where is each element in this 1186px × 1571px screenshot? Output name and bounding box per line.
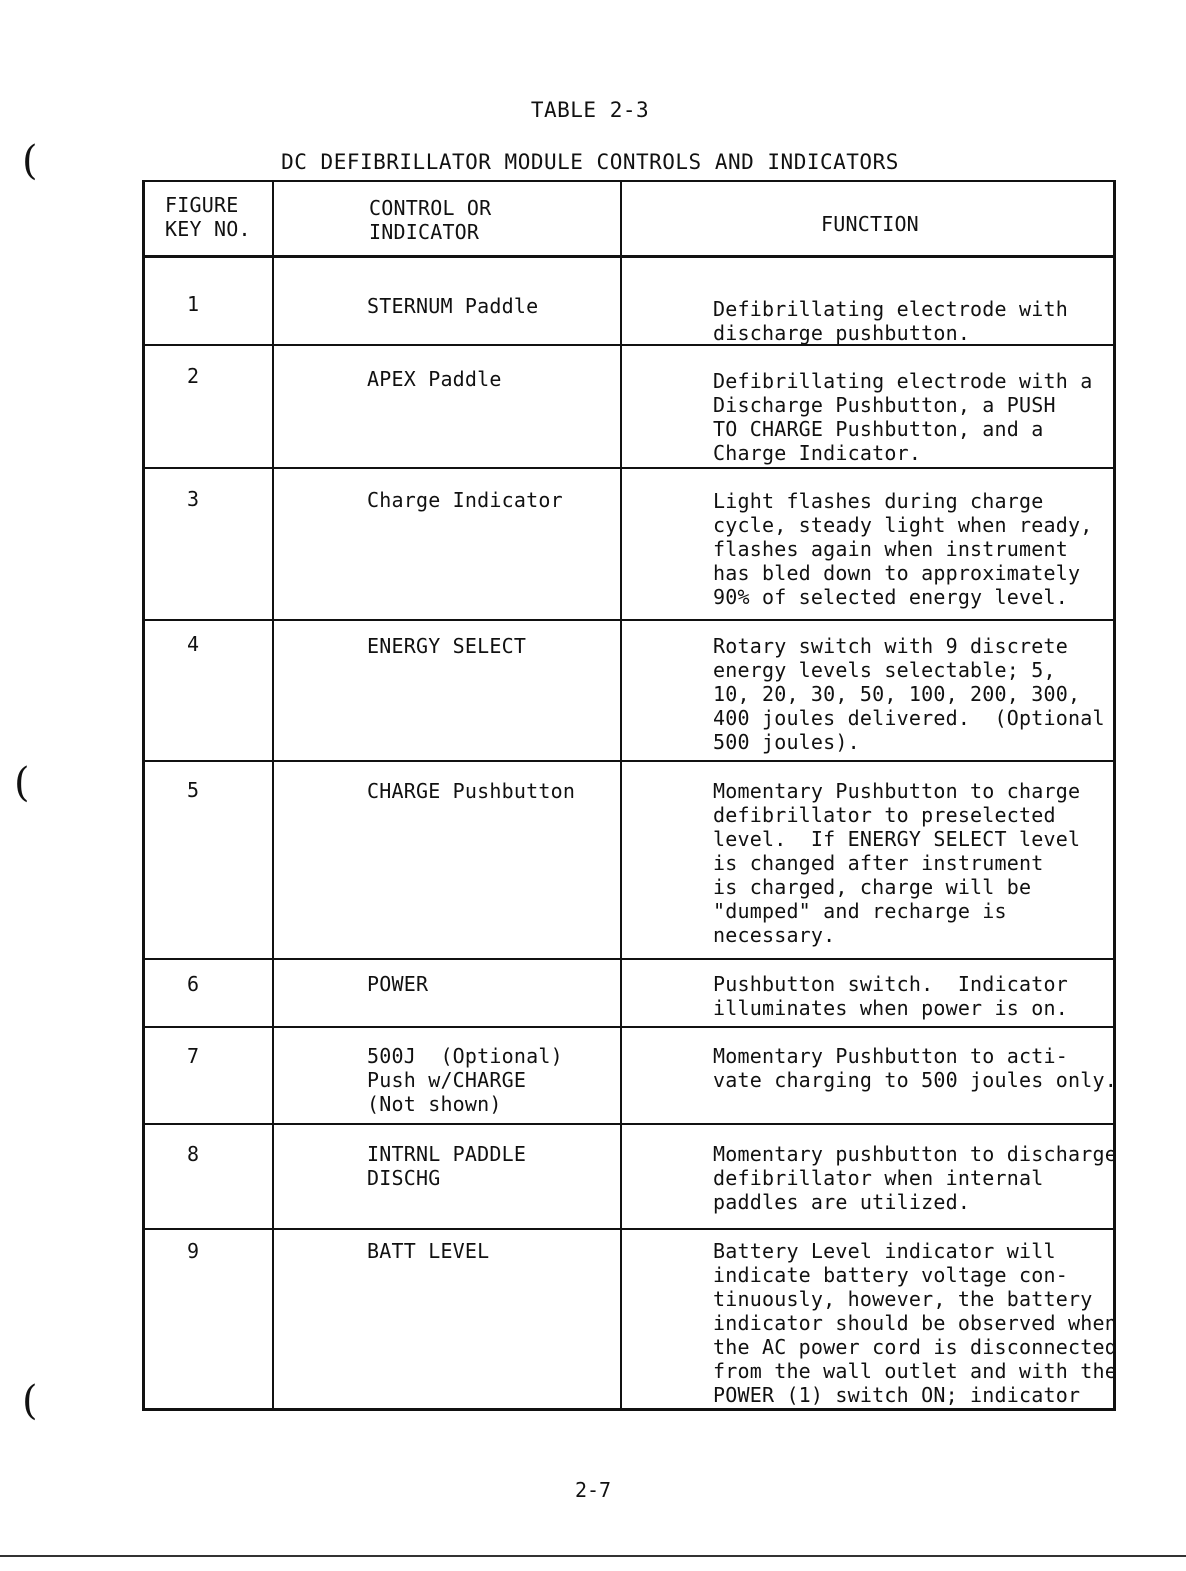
- header-key: FIGURE KEY NO.: [165, 193, 251, 241]
- row-function: Momentary pushbutton to discharge defibrillator when internal paddles are utilized.: [713, 1142, 1117, 1214]
- row-key: 9: [187, 1239, 200, 1263]
- header-divider: [145, 255, 1113, 258]
- row-function: Defibrillating electrode with discharge pushbutton.: [713, 297, 1068, 345]
- row-control: Charge Indicator: [367, 488, 563, 512]
- row-control: STERNUM Paddle: [367, 294, 539, 318]
- binder-hole-mark: (: [22, 138, 38, 184]
- row-key: 1: [187, 292, 200, 316]
- row-divider: [145, 619, 1113, 621]
- table-title: DC DEFIBRILLATOR MODULE CONTROLS AND INDICATORS: [281, 150, 899, 174]
- header-control: CONTROL OR INDICATOR: [369, 196, 492, 244]
- row-function: Momentary Pushbutton to acti- vate charging to 500 joules only.: [713, 1044, 1117, 1092]
- row-divider: [145, 467, 1113, 469]
- controls-indicators-table: [142, 180, 1116, 1411]
- row-key: 6: [187, 972, 200, 996]
- row-key: 2: [187, 364, 200, 388]
- row-divider: [145, 1123, 1113, 1125]
- row-function: Pushbutton switch. Indicator illuminates when power is on.: [713, 972, 1068, 1020]
- table-label: TABLE 2-3: [530, 98, 650, 122]
- row-key: 4: [187, 632, 200, 656]
- row-function: Battery Level indicator will indicate battery voltage con- tinuously, however, the battery indicator should be observed when the AC power cord is disconnected from the wall outlet and with the POWER (1) switch ON; indicator: [713, 1239, 1117, 1407]
- binder-hole-mark: (: [22, 1378, 38, 1424]
- row-control: CHARGE Pushbutton: [367, 779, 576, 803]
- row-divider: [145, 958, 1113, 960]
- row-divider: [145, 1026, 1113, 1028]
- row-function: Rotary switch with 9 discrete energy levels selectable; 5, 10, 20, 30, 50, 100, 200, 300, 400 joules delivered. (Optional 500 joules).: [713, 634, 1105, 754]
- column-divider: [620, 182, 622, 1408]
- row-control: 500J (Optional) Push w/CHARGE (Not shown): [367, 1044, 563, 1116]
- row-control: APEX Paddle: [367, 367, 502, 391]
- row-key: 5: [187, 778, 200, 802]
- row-control: ENERGY SELECT: [367, 634, 527, 658]
- row-function: Defibrillating electrode with a Discharge Pushbutton, a PUSH TO CHARGE Pushbutton, and a Charge Indicator.: [713, 369, 1093, 465]
- row-key: 7: [187, 1044, 200, 1068]
- column-divider: [272, 182, 274, 1408]
- row-function: Light flashes during charge cycle, steady light when ready, flashes again when instrument has bled down to approximately 90% of selected energy level.: [713, 489, 1093, 609]
- page-number: 2-7: [574, 1478, 612, 1502]
- header-function: FUNCTION: [821, 212, 919, 236]
- row-key: 8: [187, 1142, 200, 1166]
- row-divider: [145, 760, 1113, 762]
- page-bottom-rule: [0, 1555, 1186, 1557]
- row-divider: [145, 1228, 1113, 1230]
- row-function: Momentary Pushbutton to charge defibrillator to preselected level. If ENERGY SELECT level is changed after instrument is charged, charge will be "dumped" and recharge is necessary.: [713, 779, 1081, 947]
- row-control: POWER: [367, 972, 429, 996]
- row-key: 3: [187, 487, 200, 511]
- binder-hole-mark: (: [14, 760, 30, 806]
- row-control: BATT LEVEL: [367, 1239, 490, 1263]
- row-control: INTRNL PADDLE DISCHG: [367, 1142, 527, 1190]
